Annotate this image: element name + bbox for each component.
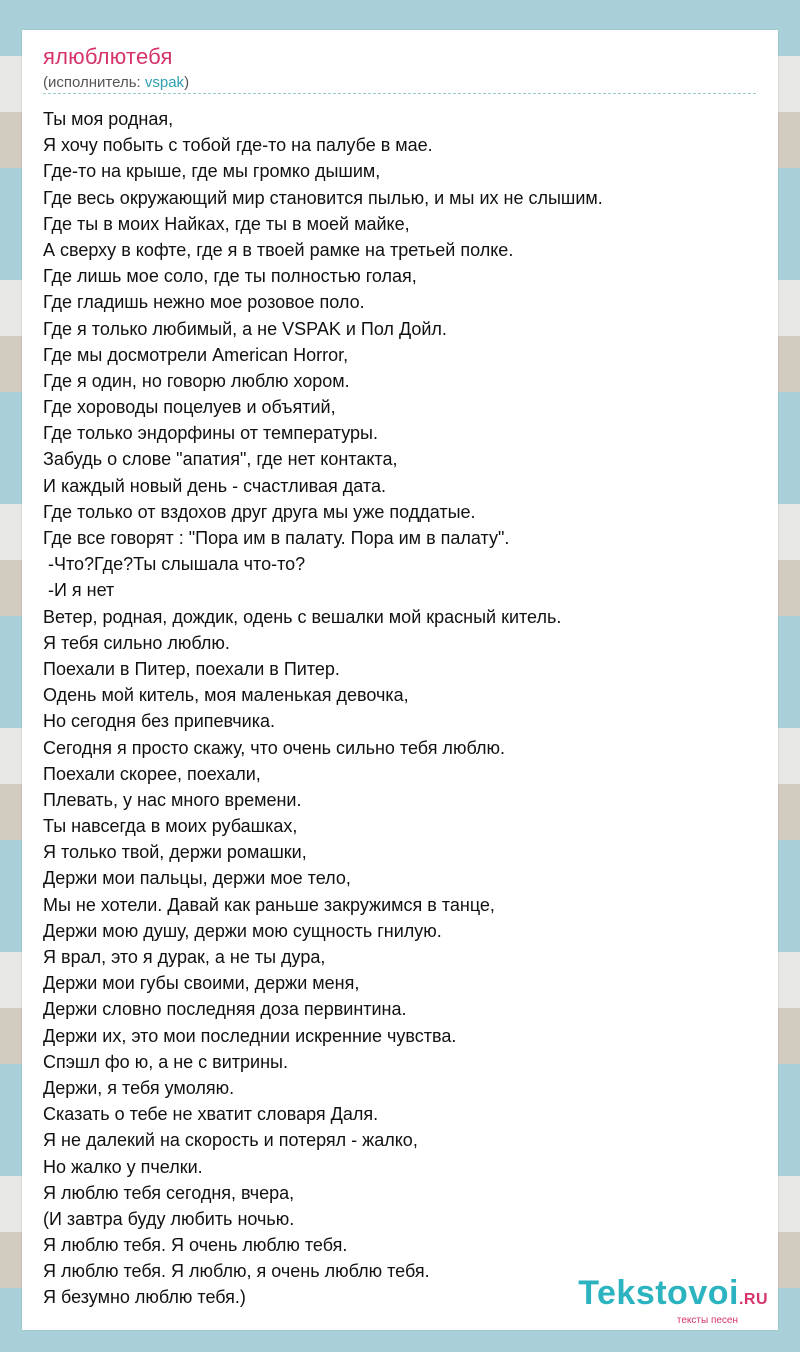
lyric-line: Я безумно люблю тебя.) (43, 1287, 246, 1308)
song-title: ялюблютебя (43, 44, 173, 69)
lyric-line: Я люблю тебя. Я очень люблю тебя. (43, 1235, 348, 1256)
lyric-line: И каждый новый день - счастливая дата. (43, 475, 386, 496)
lyric-line: Я люблю тебя сегодня, вчера, (43, 1182, 295, 1203)
lyric-line: (И завтра буду любить ночью. (43, 1208, 295, 1229)
lyric-line: -Что?Где?Ты слышала что-то? (43, 554, 306, 575)
lyric-line: А сверху в кофте, где я в твоей рамке на третьей полке. (43, 239, 514, 260)
lyric-line: -И я нет (43, 580, 115, 601)
lyric-line: Держи, я тебя умоляю. (43, 1077, 235, 1098)
lyric-line: Поехали в Питер, поехали в Питер. (43, 658, 340, 679)
lyrics-text (43, 106, 603, 1311)
artist-link[interactable]: vspak (144, 74, 185, 91)
lyric-line: Держи мои губы своими, держи меня, (43, 973, 360, 994)
lyric-line: Я тебя сильно люблю. (43, 632, 230, 653)
lyric-line: Спэшл фо ю, а не с витрины. (43, 1051, 288, 1072)
lyric-line: Держи словно последняя доза первинтина. (43, 999, 407, 1020)
lyric-line: Поехали скорее, поехали, (43, 763, 261, 784)
lyric-line: Где-то на крыше, где мы громко дышим, (43, 161, 381, 182)
artist-prefix: (исполнитель: (43, 74, 145, 91)
lyric-line: Где только от вздохов друг друга мы уже поддатые. (43, 501, 476, 522)
lyric-line: Где хороводы поцелуев и объятий, (43, 397, 336, 418)
site-logo[interactable] (578, 1276, 768, 1326)
lyric-line: Плевать, у нас много времени. (43, 789, 302, 810)
lyric-line: Я не далекий на скорость и потерял - жалко, (43, 1130, 418, 1151)
lyric-line: Ветер, родная, дождик, одень с вешалки мой красный китель. (43, 606, 562, 627)
lyric-line: Я только твой, держи ромашки, (43, 842, 307, 863)
lyric-line: Где лишь мое соло, где ты полностью голая, (43, 266, 417, 287)
lyric-line: Где ты в моих Найках, где ты в моей майке, (43, 213, 410, 234)
lyric-line: Я хочу побыть с тобой где-то на палубе в мае. (43, 135, 433, 156)
lyric-line: Ты навсегда в моих рубашках, (43, 816, 298, 837)
lyric-line: Сегодня я просто скажу, что очень сильно тебя люблю. (43, 737, 505, 758)
lyric-line: Где весь окружающий мир становится пылью, и мы их не слышим. (43, 187, 603, 208)
lyric-line: Где я только любимый, а не VSPAK и Пол Дойл. (43, 318, 447, 339)
lyric-line: Держи мою душу, держи мою сущность гнилую. (43, 920, 442, 941)
logo-tagline: тексты песен (676, 1315, 738, 1326)
lyric-line: Где гладишь нежно мое розовое поло. (43, 292, 365, 313)
logo-tld: .RU (738, 1291, 768, 1308)
lyric-line: Я люблю тебя. Я люблю, я очень люблю тебя. (43, 1261, 430, 1282)
lyric-line: Я врал, это я дурак, а не ты дура, (43, 947, 326, 967)
artist-line (43, 74, 189, 91)
logo-name: Tekstovoi (578, 1274, 739, 1312)
lyric-line: Но жалко у пчелки. (43, 1156, 203, 1177)
lyric-line: Забудь о слове "апатия", где нет контакта, (43, 449, 398, 470)
artist-suffix: ) (184, 74, 190, 91)
lyric-line: Сказать о тебе не хватит словаря Даля. (43, 1104, 379, 1125)
lyric-line: Держи их, это мои последнии искренние чувства. (43, 1025, 457, 1046)
title-divider (43, 93, 756, 94)
lyric-line: Мы не хотели. Давай как раньше закружимся в танце, (43, 894, 495, 915)
lyric-line: Ты моя родная, (43, 109, 174, 129)
lyric-line: Где мы досмотрели American Horror, (43, 344, 349, 365)
lyric-line: Но сегодня без припевчика. (43, 711, 276, 732)
lyric-line: Где все говорят : "Пора им в палату. Пора им в палату". (43, 528, 510, 548)
lyric-line: Держи мои пальцы, держи мое тело, (43, 868, 351, 889)
lyric-line: Где я один, но говорю люблю хором. (43, 370, 350, 391)
lyric-line: Где только эндорфины от температуры. (43, 423, 378, 444)
lyrics-card (22, 30, 778, 1330)
lyric-line: Одень мой китель, моя маленькая девочка, (43, 685, 409, 706)
